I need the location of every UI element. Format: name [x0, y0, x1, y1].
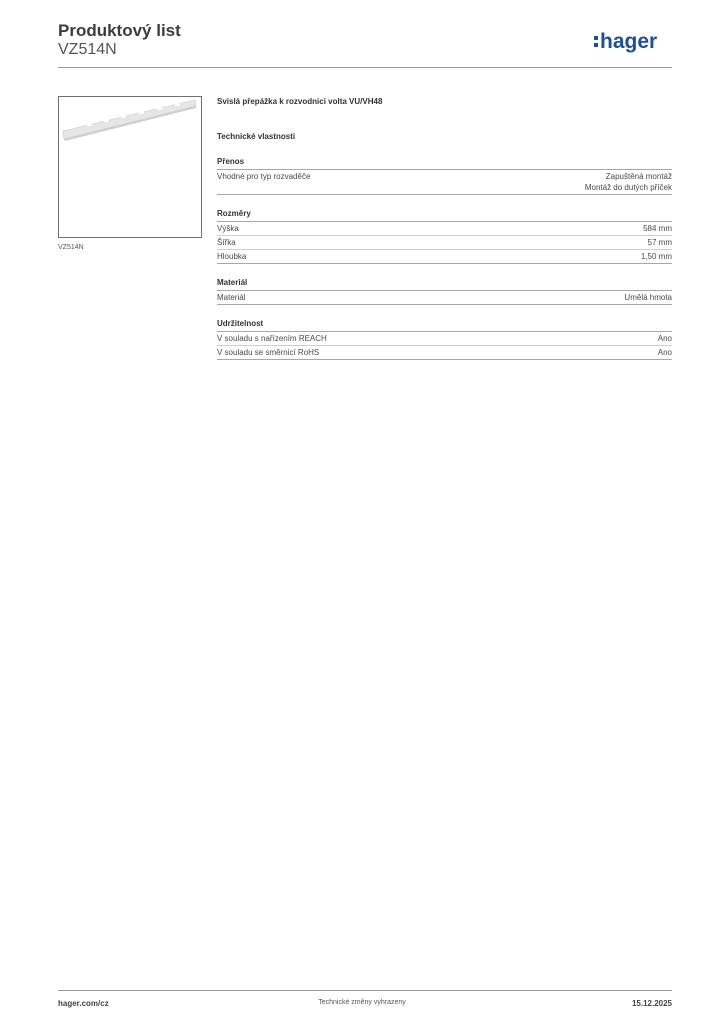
section-sustainability [217, 318, 672, 360]
row-value: Zapuštěná montáž [605, 172, 672, 181]
section-title: Udržitelnost [217, 318, 672, 332]
row-value: Ano [657, 334, 672, 343]
product-details [217, 96, 672, 360]
table-row [217, 170, 672, 195]
hager-logo [593, 28, 673, 56]
row-label: V souladu se směrnicí RoHS [217, 348, 320, 357]
page-title: Produktový list [58, 21, 181, 40]
row-value: Ano [657, 348, 672, 357]
table-row [217, 250, 672, 264]
table-row [217, 236, 672, 250]
section-title: Rozměry [217, 208, 672, 222]
table-row [217, 291, 672, 305]
product-photo-icon [59, 97, 201, 237]
section-dimensions [217, 208, 672, 264]
table-row [217, 222, 672, 236]
hager-logo-icon [593, 28, 673, 56]
logo-text: hager [600, 30, 658, 53]
product-image [58, 96, 202, 238]
row-value: 57 mm [647, 238, 672, 247]
section-material [217, 277, 672, 305]
footer-website-link[interactable]: hager.com/cz [58, 999, 109, 1008]
row-label: Výška [217, 224, 239, 233]
technical-properties-heading: Technické vlastnosti [217, 132, 296, 141]
row-label: Šířka [217, 238, 236, 247]
product-code: VZ514N [58, 41, 117, 58]
row-values [585, 171, 672, 193]
section-title: Materiál [217, 277, 672, 291]
row-label: Materiál [217, 293, 246, 302]
row-label: Vhodné pro typ rozvaděče [217, 172, 311, 181]
row-value: Montáž do dutých příček [584, 183, 672, 192]
row-value: Umělá hmota [624, 293, 672, 302]
row-label: V souladu s nařízením REACH [217, 334, 327, 343]
product-name: Svislá přepážka k rozvodnici volta VU/VH48 [217, 97, 383, 106]
table-row [217, 332, 672, 346]
footer-date: 15.12.2025 [631, 999, 672, 1008]
row-label: Hloubka [217, 252, 247, 261]
table-row [217, 346, 672, 360]
image-caption: VZ514N [58, 244, 84, 251]
footer-divider [58, 990, 672, 991]
row-value: 1,50 mm [640, 252, 672, 261]
section-title: Přenos [217, 156, 672, 170]
row-value: 584 mm [643, 224, 672, 233]
footer-note: Technické změny vyhrazeny [318, 999, 406, 1006]
section-transmission [217, 156, 672, 195]
header-divider [58, 67, 672, 68]
